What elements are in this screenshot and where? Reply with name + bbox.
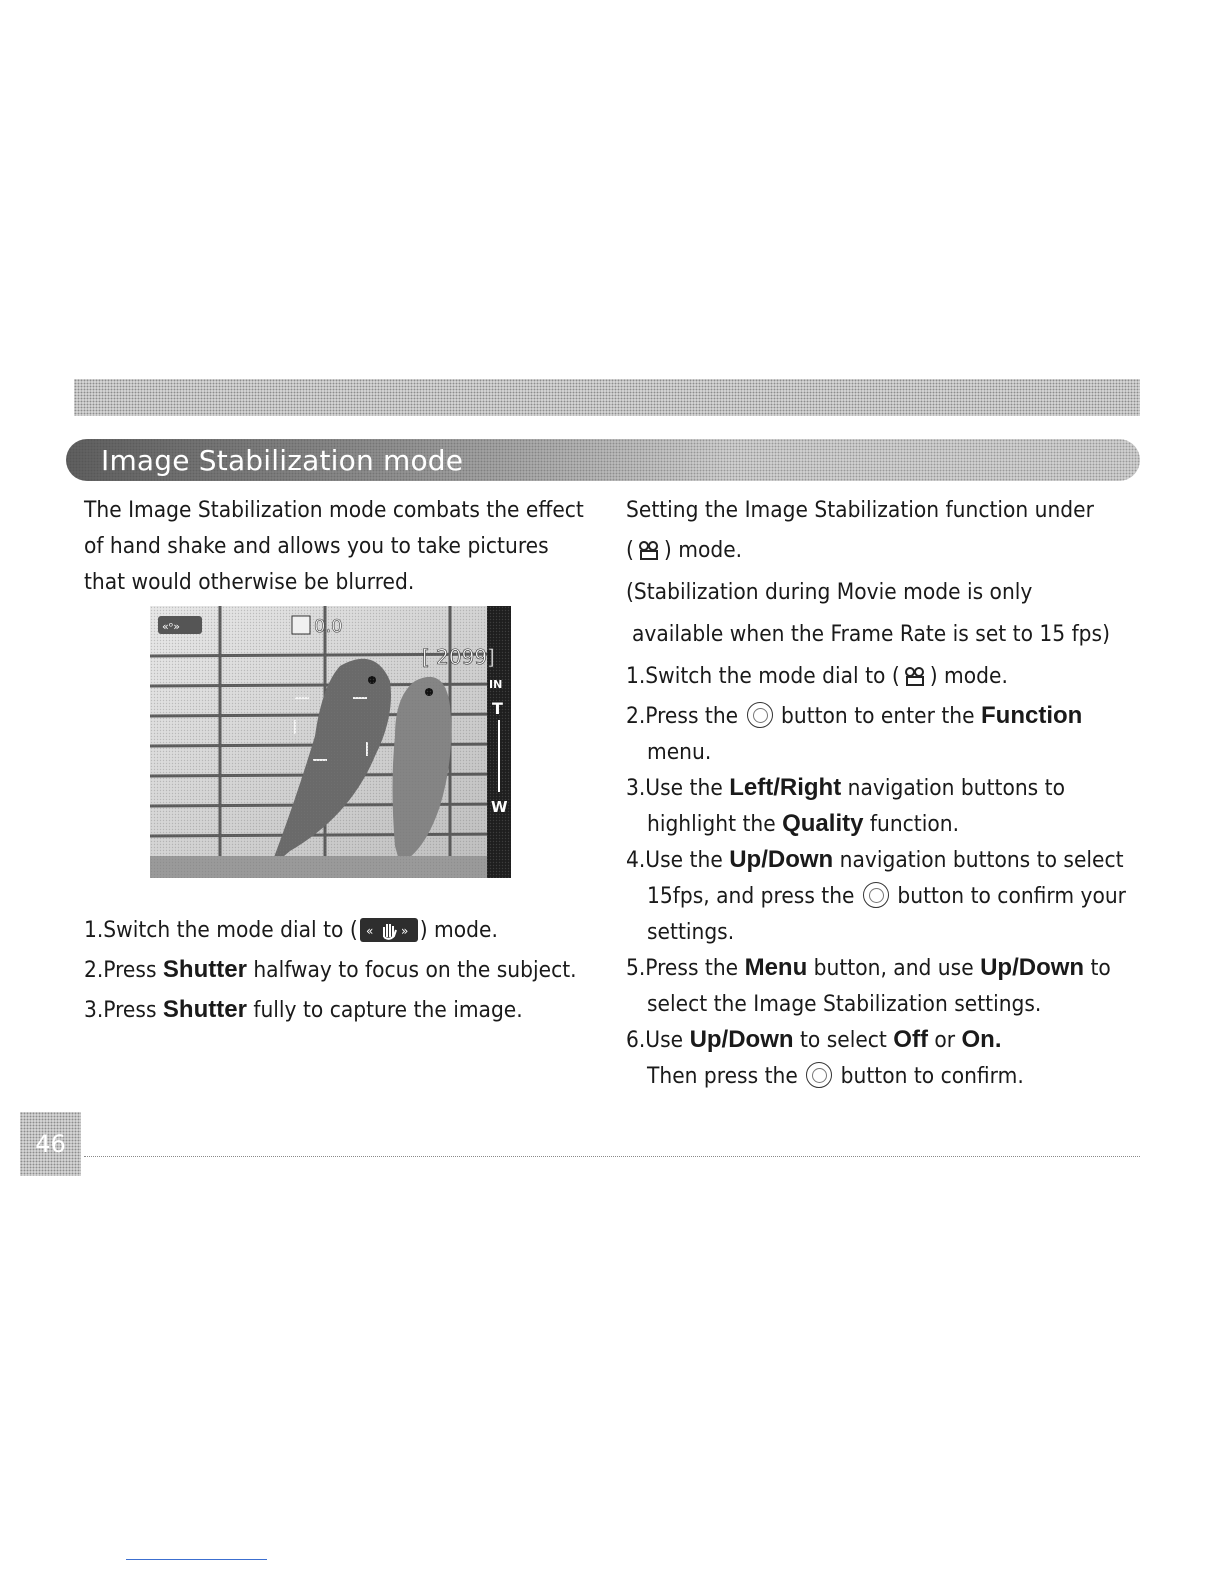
movie-mode-icon bbox=[904, 667, 926, 687]
header-band bbox=[74, 379, 1140, 416]
right-step-3: 3.Use the Left/Right navigation buttons to highlight the Quality function. bbox=[626, 774, 1065, 837]
func-ok-button-icon bbox=[747, 702, 773, 728]
hud-shots-remaining: [ 2099] bbox=[422, 645, 495, 669]
right-heading-line-2: ( ) mode. bbox=[626, 537, 743, 563]
page-number: 46 bbox=[35, 1130, 66, 1158]
page-number-badge bbox=[20, 1112, 81, 1176]
svg-text:»: » bbox=[400, 924, 409, 938]
left-step-3: 3.Press Shutter fully to capture the image. bbox=[84, 996, 523, 1023]
stabilization-mode-icon bbox=[360, 918, 418, 942]
right-step-5: 5.Press the Menu button, and use Up/Down to select the Image Stabilization settings. bbox=[626, 954, 1111, 1017]
blue-rule bbox=[126, 1559, 267, 1560]
right-step-1: 1.Switch the mode dial to ( ) mode. bbox=[626, 663, 1008, 689]
left-step-1: 1.Switch the mode dial to ( « » ) mode. bbox=[84, 917, 498, 943]
hud-exposure-value: 0.0 bbox=[314, 616, 343, 637]
left-step-2: 2.Press Shutter halfway to focus on the subject. bbox=[84, 956, 577, 983]
func-ok-button-icon bbox=[806, 1062, 832, 1088]
section-title-bar bbox=[66, 439, 1140, 481]
section-title: Image Stabilization mode bbox=[101, 443, 464, 477]
right-step-6: 6.Use Up/Down to select Off or On. Then press the button to confirm. bbox=[626, 1026, 1024, 1089]
right-column bbox=[626, 492, 1146, 1094]
right-step-2: 2.Press the button to enter the Function menu. bbox=[626, 702, 1083, 765]
hud-stabilization-icon: «ᵒ» bbox=[162, 620, 181, 633]
right-step-4: 4.Use the Up/Down navigation buttons to select 15fps, and press the button to confirm your settings. bbox=[626, 846, 1126, 945]
hud-memory-badge: IN bbox=[489, 678, 503, 691]
movie-mode-icon bbox=[638, 541, 660, 561]
svg-text:«: « bbox=[365, 924, 374, 938]
movie-mode-note: (Stabilization during Movie mode is only available when the Frame Rate is set to 15 fps) bbox=[626, 579, 1110, 647]
intro-paragraph: The Image Stabilization mode combats the effect of hand shake and allows you to take pictures that would otherwise be blurred. bbox=[84, 497, 584, 595]
right-heading-line-1: Setting the Image Stabilization function under bbox=[626, 497, 1094, 523]
hud-zoom-tele: T bbox=[492, 699, 503, 718]
hud-zoom-wide: W bbox=[491, 798, 508, 816]
footer-dotted-rule bbox=[84, 1156, 1140, 1157]
func-ok-button-icon bbox=[863, 882, 889, 908]
camera-lcd-preview bbox=[150, 606, 511, 878]
